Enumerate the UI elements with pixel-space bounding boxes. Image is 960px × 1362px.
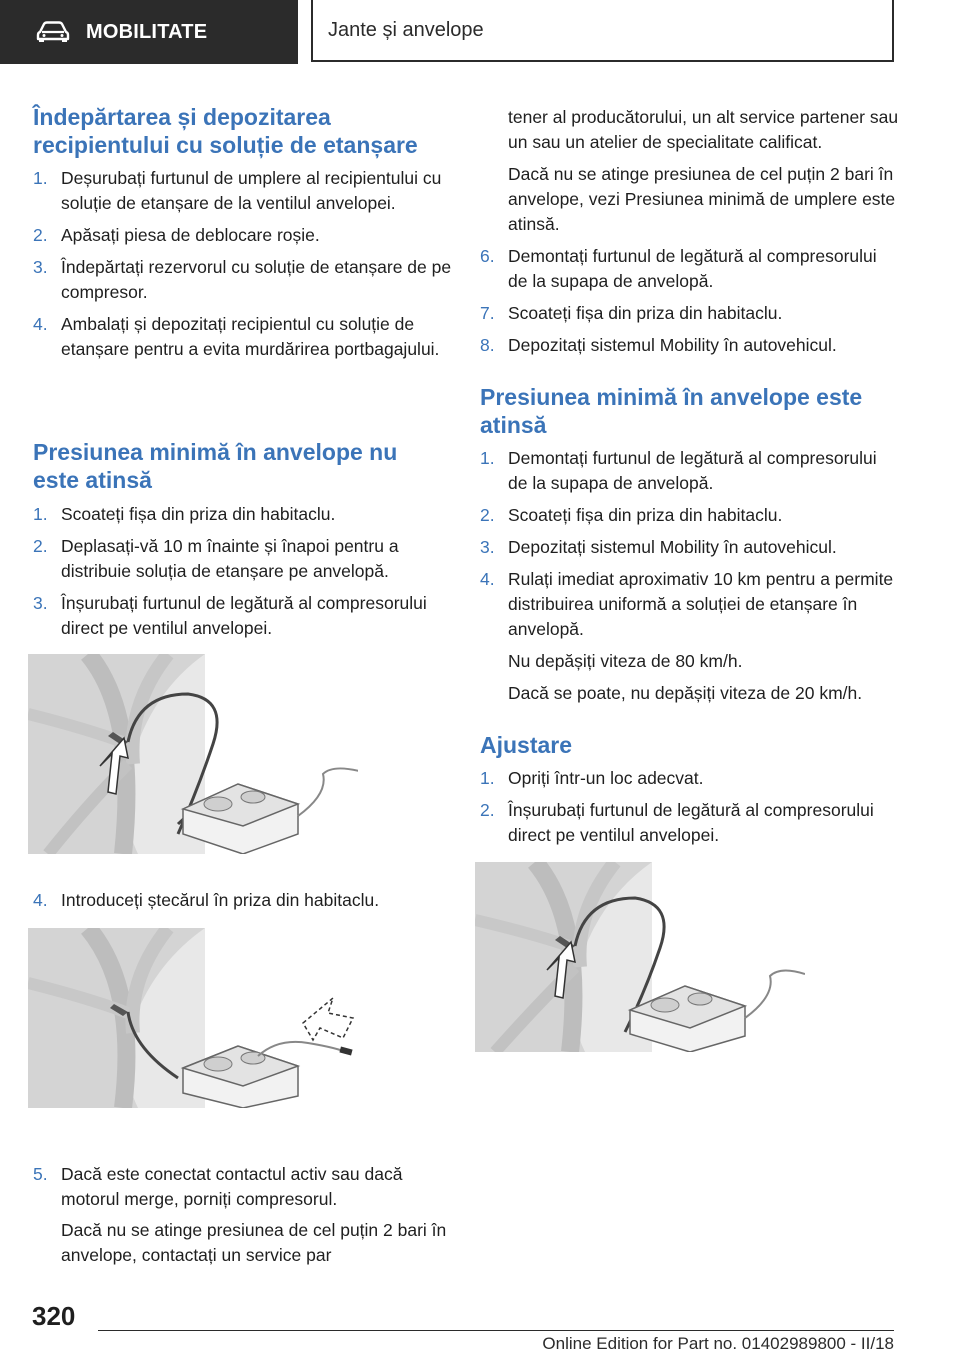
- steps-remove-container: [33, 166, 453, 362]
- chapter-header: [311, 0, 894, 62]
- car-icon: [36, 21, 70, 43]
- note-pressure-see-section: Dacă nu se atinge presiunea de cel puțin 2 bari în anvelope, vezi Presiunea minimă de umplere este atinsă.: [508, 164, 896, 234]
- section-heading-pressure-reached: Presiunea minimă în anvelope este atinsă: [480, 384, 863, 438]
- list-item: 2. Scoateți fișa din priza din habitaclu.: [480, 505, 783, 525]
- section-tab[interactable]: [0, 0, 298, 64]
- list-item: 6. Demontați furtunul de legătură al compresorului de la supapa de anvelopă.: [480, 246, 877, 291]
- page-number: 320: [32, 1301, 76, 1331]
- section-heading-pressure-not-reached: Presiunea minimă în anvelope nu este atinsă: [33, 439, 398, 493]
- list-item: 4. Rulați imediat aproximativ 10 km pentru a permite distribuirea uniformă a soluției de etanșare în anvelopă.: [480, 569, 894, 639]
- list-item: 2. Deplasați-vă 10 m înainte și înapoi pentru a distribuie soluția de etanșare pe anvelopă.: [33, 536, 399, 581]
- note-speed-20: Dacă se poate, nu depășiți viteza de 20 km/h.: [508, 683, 863, 703]
- list-item: 3. Înșurubați furtunul de legătură al compresorului direct pe ventilul anvelopei.: [33, 593, 427, 638]
- edition-footer: Online Edition for Part no. 01402989800 - II/18: [542, 1334, 894, 1353]
- section-heading-remove-container: Îndepărtarea și depozitarea recipientului cu soluție de etanșare: [33, 104, 418, 158]
- steps-pressure-not-reached: [33, 502, 453, 641]
- note-speed-80: Nu depășiți viteza de 80 km/h.: [508, 651, 743, 671]
- list-item: 1. Deșurubați furtunul de umplere al recipientului cu soluție de etanșare de la ventilul anvelopei.: [33, 168, 442, 213]
- list-item: 2. Apăsați piesa de deblocare roșie.: [33, 225, 320, 245]
- chapter-title: Jante și anvelope: [328, 18, 484, 41]
- continued-text: tener al producătorului, un alt service partener sau un sau un atelier de specialitate calificat.: [508, 107, 899, 152]
- figure-compressor-connected: [28, 654, 358, 854]
- list-item: 4. Introduceți ștecărul în priza din habitaclu.: [33, 890, 380, 910]
- list-item: 5. Dacă este conectat contactul activ sau dacă motorul merge, porniți compresorul.: [33, 1164, 403, 1209]
- list-item: 3. Depozitați sistemul Mobility în autovehicul.: [480, 537, 837, 557]
- list-item: 1. Scoateți fișa din priza din habitaclu.: [33, 504, 336, 524]
- steps-continued: [480, 244, 900, 358]
- list-item: 4. Ambalați și depozitați recipientul cu soluție de etanșare pentru a evita murdărirea portbagajului.: [33, 314, 440, 359]
- step-start-compressor: [33, 1162, 453, 1212]
- steps-pressure-reached: [480, 446, 900, 642]
- figure-plug-socket: [28, 928, 358, 1108]
- list-item: 2. Înșurubați furtunul de legătură al compresorului direct pe ventilul anvelopei.: [480, 800, 874, 845]
- list-item: 1. Opriți într-un loc adecvat.: [480, 768, 704, 788]
- list-item: 3. Îndepărtați rezervorul cu soluție de etanșare de pe compresor.: [33, 257, 452, 302]
- step-plug-socket: [33, 888, 453, 913]
- list-item: 8. Depozitați sistemul Mobility în autovehicul.: [480, 335, 837, 355]
- section-label: MOBILITATE: [86, 20, 208, 43]
- list-item: 1. Demontați furtunul de legătură al compresorului de la supapa de anvelopă.: [480, 448, 877, 493]
- section-heading-adjustment: Ajustare: [480, 732, 573, 758]
- list-item: 7. Scoateți fișa din priza din habitaclu.: [480, 303, 783, 323]
- steps-adjustment: [480, 766, 900, 848]
- figure-compressor-adjust: [475, 862, 805, 1052]
- footer-divider: [98, 1330, 894, 1331]
- note-pressure-contact-service: Dacă nu se atinge presiunea de cel puțin 2 bari în anvelope, contactați un service par: [61, 1220, 447, 1265]
